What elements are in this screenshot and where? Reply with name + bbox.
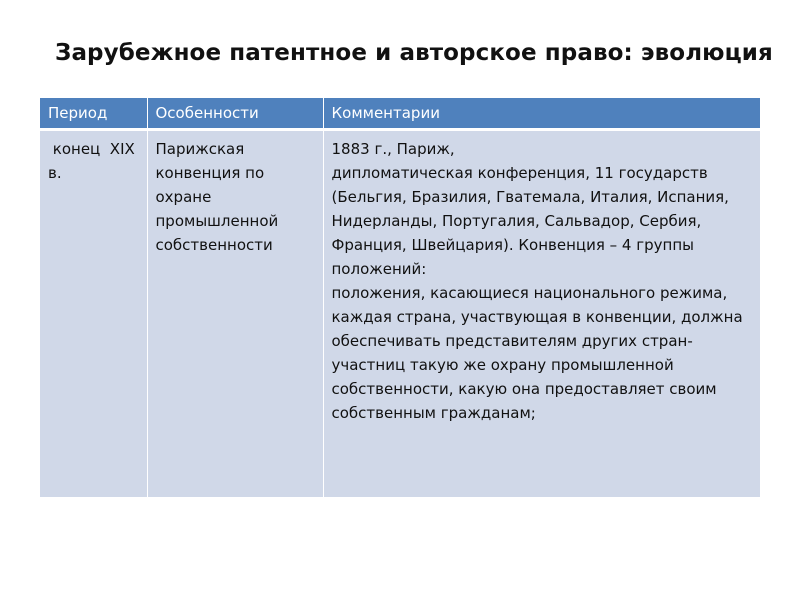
data-table <box>40 98 760 497</box>
features-cell <box>147 129 323 497</box>
comments-text: 1883 г., Париж, дипломатическая конференция, 11 государств (Бельгия, Бразилия, Гватемала, Италия, Испания, Нидерланды, Португалия, Сальвадор, Сербия, Франция, Швейцария). Конвенция – 4 группы положений: положения, касающиеся национального режима, каждая страна, участвующая в конвенции, должна обеспечивать представителям других стран-участниц такую же охрану промышленной собственности, какую она предоставляет своим собственным гражданам; <box>331 139 743 422</box>
slide-title: Зарубежное патентное и авторское право: эволюция <box>55 40 773 66</box>
table-header-row <box>40 98 760 129</box>
period-text: конец XIX в. <box>48 139 140 182</box>
column-header-period: Период <box>40 98 147 129</box>
period-cell <box>40 129 147 497</box>
table-row <box>40 129 760 497</box>
features-text: Парижская конвенция по охране промышленной собственности <box>155 139 284 254</box>
column-header-comments: Комментарии <box>323 98 760 129</box>
column-header-features: Особенности <box>147 98 323 129</box>
comments-cell <box>323 129 760 497</box>
